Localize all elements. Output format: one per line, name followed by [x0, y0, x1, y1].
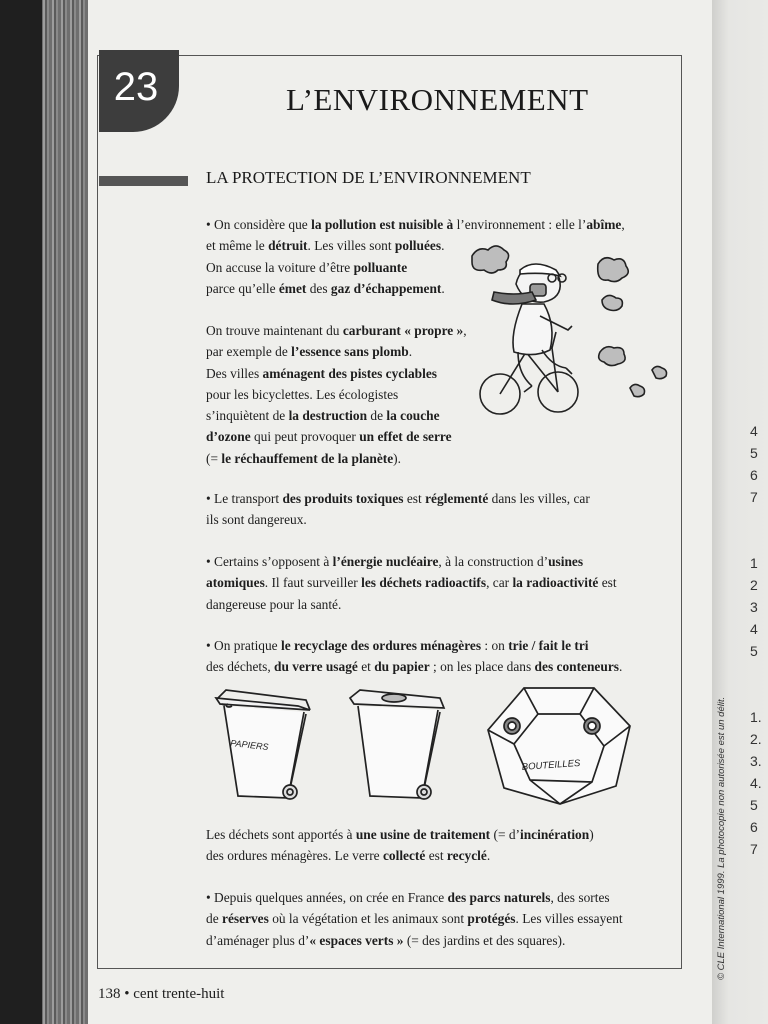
section-title: LA PROTECTION DE L’ENVIRONNEMENT — [206, 168, 531, 187]
bold-term: réserves — [222, 911, 269, 927]
bold-term: protégés — [467, 911, 516, 927]
facing-page-number: 7 — [750, 841, 758, 857]
facing-page-number — [750, 530, 762, 552]
chapter-number: 23 — [113, 64, 159, 109]
paragraph-pollution: • On considère que la pollution est nuisible à l’environnement : elle l’abîme, et même le détruit. Les villes sont polluées. On accuse la voiture d’être polluante parce qu’elle émet des gaz d’échappement. — [206, 217, 625, 296]
bold-term: le réchauffement de la planète — [221, 450, 394, 466]
facing-page-number: 4. — [750, 775, 762, 791]
paragraph-transport: • Le transport des produits toxiques est réglementé dans les villes, car ils sont dangereux. — [206, 491, 590, 528]
bold-term: des parcs naturels — [447, 890, 551, 905]
bottle-bank-label: BOUTEILLES — [521, 757, 581, 773]
book-shadow — [0, 0, 42, 1024]
facing-page-number: 4 — [750, 423, 758, 439]
facing-page-numbers — [750, 420, 762, 860]
bold-term: la couche — [386, 408, 440, 424]
paragraph-recyclage: • On pratique le recyclage des ordures ménagères : on trie / fait le tri des déchets, du verre usagé et du papier ; on les place dans des conteneurs. — [206, 638, 623, 675]
facing-page-number: 5 — [750, 797, 758, 813]
paragraph-parcs: • Depuis quelques années, on crée en France des parcs naturels, des sortes de réserves où la végétation et les animaux sont protégés. Les villes essayent d’aménager plus d’« espaces verts » (= des jardins et des squares). — [206, 890, 623, 948]
bold-term: réglementé — [425, 491, 489, 506]
bold-term: détruit — [268, 238, 308, 254]
facing-page-number: 4 — [750, 621, 758, 637]
facing-page-number — [750, 508, 762, 530]
facing-page-number: 2. — [750, 731, 762, 747]
bold-term: des conteneurs — [534, 659, 619, 675]
bold-term: un effet de serre — [359, 429, 452, 445]
bold-term: carburant « propre » — [342, 323, 464, 338]
bold-term: d’ozone — [206, 429, 251, 445]
bold-term: abîme — [586, 217, 622, 232]
bold-term: trie / fait le tri — [508, 638, 589, 653]
bold-term: incinération — [520, 827, 590, 842]
bold-term: atomiques — [206, 575, 265, 591]
bold-term: l’essence sans plomb — [291, 344, 409, 360]
bold-term: gaz d’échappement — [330, 280, 442, 296]
paragraph-nucleaire: • Certains s’opposent à l’énergie nucléaire, à la construction d’usines atomiques. Il faut surveiller les déchets radioactifs, car la radioactivité est dangereuse pour la santé. — [206, 554, 617, 612]
bold-term: du papier — [374, 659, 430, 675]
paper-bin-label: PAPIERS — [229, 738, 269, 752]
bold-term: la destruction — [288, 408, 368, 424]
bold-term: les déchets radioactifs — [361, 575, 487, 591]
paper-bin-illustration — [210, 684, 320, 804]
paragraph-usine: Les déchets sont apportés à une usine de traitement (= d’incinération) des ordures ménagères. Le verre collecté est recyclé. — [206, 827, 594, 864]
facing-page-number: 1 — [750, 555, 758, 571]
bold-term: émet — [278, 280, 307, 296]
bold-term: usines — [548, 554, 584, 569]
bold-term: l’énergie nucléaire — [332, 554, 439, 569]
bold-term: polluées — [394, 238, 442, 254]
bottle-bank-illustration — [484, 684, 636, 808]
bold-term: une usine de traitement — [355, 827, 491, 842]
bold-term: la radioactivité — [512, 575, 599, 591]
cyclist-illustration — [466, 240, 681, 430]
facing-page-number — [750, 662, 762, 684]
bold-term: collecté — [382, 848, 426, 864]
paragraph-carburant: On trouve maintenant du carburant « propre », par exemple de l’essence sans plomb. Des villes aménagent des pistes cyclables pour les bicyclettes. Les écologistes s’inquiètent de la destruction de la couche d’ozone qui peut provoquer un effet de serre (= le réchauffement de la planète). — [206, 323, 467, 466]
bold-term: du verre usagé — [274, 659, 358, 675]
facing-page-number: 1. — [750, 709, 762, 725]
chapter-title: L’ENVIRONNEMENT — [286, 82, 589, 117]
facing-page-number: 6 — [750, 467, 758, 483]
bold-term: polluante — [353, 259, 408, 275]
facing-page-number: 2 — [750, 577, 758, 593]
facing-page-number: 6 — [750, 819, 758, 835]
bold-term: des produits toxiques — [282, 491, 404, 506]
bold-term: recyclé — [446, 848, 487, 864]
bold-term: le recyclage des ordures ménagères — [280, 638, 482, 653]
facing-page-number: 7 — [750, 489, 758, 505]
facing-page-number: 5 — [750, 445, 758, 461]
bold-term: la pollution est nuisible à — [311, 217, 454, 232]
bold-term: aménagent des pistes cyclables — [262, 365, 437, 381]
facing-page-number: 3 — [750, 599, 758, 615]
section-bar — [99, 176, 188, 186]
page-number-footer: 138 • cent trente-huit — [98, 986, 225, 1002]
glass-bin-illustration — [344, 684, 454, 804]
bold-term: « espaces verts » — [309, 932, 404, 948]
facing-page-number: 5 — [750, 643, 758, 659]
facing-page-number: 3. — [750, 753, 762, 769]
copyright-notice: © CLE International 1999. La photocopie non autorisée est un délit. — [716, 696, 727, 980]
facing-page-number — [750, 684, 762, 706]
